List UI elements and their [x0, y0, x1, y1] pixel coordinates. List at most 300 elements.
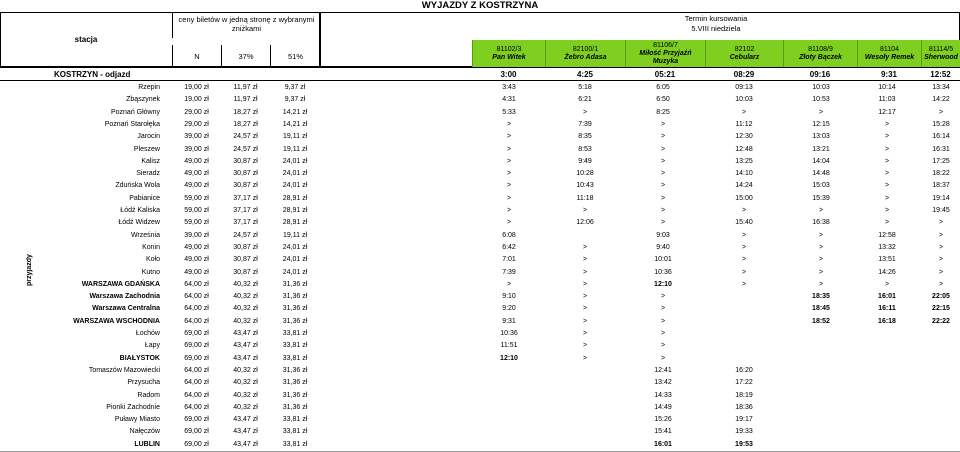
- station-name: Pleszew: [133, 145, 160, 153]
- price-normal: 49,00 zł: [184, 182, 209, 190]
- arrival-time: 17:22: [735, 379, 753, 387]
- train-header-2: [625, 40, 705, 67]
- price-37: 11,97 zł: [233, 96, 258, 104]
- price-37: 43,47 zł: [233, 440, 258, 448]
- arrivals-side-label: przyjazdy: [26, 254, 33, 286]
- table-row: [0, 254, 960, 266]
- arrival-time: >: [660, 219, 666, 227]
- arrival-time: 19:17: [735, 416, 753, 424]
- arrival-time: >: [741, 256, 747, 264]
- arrival-time: 14:49: [654, 403, 672, 411]
- station-name: LUBLIN: [134, 440, 160, 448]
- arrival-time: >: [582, 317, 588, 325]
- price-normal: 59,00 zł: [184, 207, 209, 214]
- arrival-time: 6:05: [656, 84, 670, 91]
- station-name: Nałęczów: [129, 428, 160, 436]
- price-col-n: N: [172, 45, 221, 67]
- price-37: 37,17 zł: [233, 207, 258, 214]
- arrival-time: 6:21: [578, 96, 592, 104]
- arrival-time: >: [818, 268, 824, 276]
- arrival-time: >: [582, 342, 588, 350]
- arrival-time: >: [582, 354, 588, 362]
- station-name: Pionki Zachodnie: [106, 403, 160, 411]
- train-name: Cebularz: [729, 53, 760, 61]
- price-group-line1: ceny biletów w jedną stronę z wybranymi: [178, 15, 315, 24]
- arrival-time: 9:40: [656, 243, 670, 251]
- price-normal: 39,00 zł: [184, 145, 209, 153]
- arrival-time: 15:00: [735, 194, 753, 202]
- price-51: 24,01 zł: [282, 256, 308, 264]
- price-37: 18,27 zł: [233, 108, 258, 116]
- arrival-time: >: [938, 108, 944, 116]
- price-51: 24,01 zł: [282, 182, 308, 190]
- station-name: Warszawa Zachodnia: [89, 293, 160, 301]
- station-name: Łapy: [144, 342, 160, 350]
- arrival-time: 6:42: [502, 243, 516, 251]
- arrival-time: 18:52: [812, 317, 830, 325]
- arrival-time: 12:48: [735, 145, 753, 153]
- arrival-time: 13:32: [878, 243, 896, 251]
- train-number: 81104: [880, 45, 899, 53]
- arrival-time: 13:51: [878, 256, 896, 264]
- arrival-time: 13:25: [735, 157, 753, 165]
- arrival-time: >: [884, 219, 890, 227]
- station-name: Września: [130, 231, 160, 239]
- arrival-time: 13:03: [812, 133, 830, 141]
- price-37: 37,17 zł: [233, 194, 258, 202]
- price-normal: 49,00 zł: [184, 256, 209, 264]
- arrival-time: 18:19: [735, 391, 753, 399]
- arrival-time: >: [938, 219, 944, 227]
- schedule-period-label: Termin kursowania: [684, 14, 748, 23]
- train-name: Złoty Bączek: [799, 53, 842, 61]
- train-header-5: [857, 40, 921, 67]
- arrival-time: >: [660, 342, 666, 350]
- arrival-time: >: [884, 120, 890, 128]
- price-normal: 69,00 zł: [184, 428, 209, 436]
- arrival-time: >: [506, 194, 512, 202]
- price-51: 9,37 zł: [284, 84, 306, 91]
- arrival-time: >: [660, 194, 666, 202]
- price-51: 31,36 zł: [282, 403, 308, 411]
- price-51: 19,11 zł: [283, 231, 307, 239]
- price-37: 30,87 zł: [233, 243, 258, 251]
- arrival-time: 10:03: [735, 96, 753, 104]
- arrival-time: >: [884, 145, 890, 153]
- price-51: 19,11 zł: [283, 133, 307, 141]
- arrival-time: >: [884, 207, 890, 214]
- price-normal: 29,00 zł: [184, 108, 209, 116]
- price-normal: 39,00 zł: [184, 231, 209, 239]
- arrival-time: >: [818, 207, 824, 214]
- arrival-time: 15:28: [932, 120, 950, 128]
- table-row: [0, 242, 960, 254]
- arrival-time: >: [660, 317, 666, 325]
- table-row: [0, 217, 960, 229]
- arrival-time: >: [938, 231, 944, 239]
- price-51: 24,01 zł: [282, 268, 308, 276]
- arrival-time: 14:22: [932, 96, 950, 104]
- arrival-time: 7:39: [578, 120, 592, 128]
- arrival-time: 19:53: [735, 440, 753, 448]
- arrival-time: 11:18: [576, 194, 594, 202]
- arrival-time: >: [660, 145, 666, 153]
- arrival-time: 5:33: [502, 108, 516, 116]
- station-name: Poznań Główny: [110, 108, 160, 116]
- station-name: Łochów: [135, 330, 160, 337]
- table-row: [0, 291, 960, 303]
- arrival-time: >: [582, 256, 588, 264]
- arrival-time: >: [582, 108, 588, 116]
- price-37: 40,32 zł: [233, 293, 258, 301]
- arrival-time: 12:15: [812, 120, 830, 128]
- price-normal: 49,00 zł: [184, 157, 209, 165]
- arrival-time: 8:25: [656, 108, 670, 116]
- arrival-time: >: [506, 280, 512, 288]
- price-51: 9,37 zł: [284, 96, 306, 104]
- price-normal: 69,00 zł: [184, 440, 209, 448]
- arrival-time: >: [818, 243, 824, 251]
- arrival-time: 12:06: [576, 219, 594, 227]
- table-row: [0, 316, 960, 328]
- arrival-time: 15:40: [735, 219, 753, 227]
- arrival-time: >: [741, 243, 747, 251]
- arrival-time: >: [884, 157, 890, 165]
- station-name: Zduńska Wola: [115, 182, 160, 190]
- price-37: 40,32 zł: [233, 403, 258, 411]
- station-name: Puławy Miasto: [114, 416, 160, 424]
- price-37: 40,32 zł: [233, 379, 258, 387]
- arrival-time: >: [582, 330, 588, 337]
- arrival-time: 19:33: [735, 428, 753, 436]
- arrival-time: 18:36: [735, 403, 753, 411]
- table-row: [0, 119, 960, 131]
- arrival-time: >: [884, 182, 890, 190]
- price-37: 40,32 zł: [233, 317, 258, 325]
- price-normal: 29,00 zł: [184, 120, 209, 128]
- table-row: [0, 340, 960, 352]
- arrival-time: 16:18: [878, 317, 896, 325]
- price-37: 30,87 zł: [233, 256, 258, 264]
- arrival-time: >: [506, 219, 512, 227]
- price-normal: 64,00 zł: [184, 366, 209, 374]
- price-normal: 19,00 zł: [184, 84, 209, 91]
- price-37: 11,97 zł: [233, 84, 258, 91]
- arrival-time: >: [660, 305, 666, 313]
- arrival-time: >: [660, 133, 666, 141]
- price-normal: 64,00 zł: [184, 280, 209, 288]
- price-37: 30,87 zł: [233, 182, 258, 190]
- arrival-time: 12:30: [735, 133, 753, 141]
- departure-time: 09:16: [783, 67, 857, 81]
- station-name: WARSZAWA GDAŃSKA: [81, 280, 160, 288]
- arrival-time: 12:58: [878, 231, 896, 239]
- arrival-time: >: [741, 207, 747, 214]
- arrival-time: 13:42: [654, 379, 672, 387]
- arrival-time: 19:45: [932, 207, 950, 214]
- arrival-time: 6:50: [656, 96, 670, 104]
- arrival-time: 7:01: [502, 256, 516, 264]
- price-37: 40,32 zł: [233, 305, 258, 313]
- station-name: Przysucha: [127, 379, 160, 387]
- departure-time: 3:00: [472, 67, 545, 81]
- arrival-time: 17:25: [932, 157, 950, 165]
- departure-time: 08:29: [705, 67, 783, 81]
- arrival-time: 9:20: [502, 305, 516, 313]
- arrival-time: 14:48: [812, 170, 830, 178]
- price-37: 43,47 zł: [233, 428, 258, 436]
- price-51: 33,81 zł: [282, 440, 308, 448]
- arrival-time: 15:39: [812, 194, 830, 202]
- price-51: 28,91 zł: [282, 207, 308, 214]
- train-number: 81106/7: [653, 41, 678, 49]
- price-51: 14,21 zł: [282, 120, 308, 128]
- arrival-time: >: [818, 231, 824, 239]
- arrival-time: 09:13: [735, 84, 753, 91]
- train-name: Sherwood: [924, 53, 958, 61]
- station-name: Łódź Widzew: [118, 219, 160, 227]
- price-51: 31,36 zł: [282, 379, 308, 387]
- table-row: [0, 230, 960, 242]
- departure-label: KOSTRZYN - odjazd: [0, 67, 472, 81]
- arrival-time: >: [938, 256, 944, 264]
- table-row: [0, 94, 960, 106]
- price-normal: 59,00 zł: [184, 219, 209, 227]
- page-title: WYJAZDY Z KOSTRZYNA: [421, 0, 539, 11]
- arrival-time: >: [506, 182, 512, 190]
- arrival-time: 18:37: [932, 182, 950, 190]
- arrival-time: 16:14: [932, 133, 950, 141]
- table-row: [0, 82, 960, 94]
- price-group-line2: zniżkami: [231, 24, 262, 33]
- price-37: 30,87 zł: [233, 268, 258, 276]
- arrival-time: >: [741, 231, 747, 239]
- table-row: [0, 168, 960, 180]
- station-name: WARSZAWA WSCHODNIA: [73, 317, 160, 325]
- arrival-time: 16:01: [878, 293, 896, 301]
- price-51: 24,01 zł: [282, 243, 308, 251]
- price-37: 40,32 zł: [233, 391, 258, 399]
- arrival-time: 9:03: [656, 231, 670, 239]
- train-name: Miłość Przyjaźń Muzyka: [639, 49, 692, 65]
- station-column-header: stacja: [74, 35, 98, 44]
- price-37: 37,17 zł: [233, 219, 258, 227]
- schedule-period-value: 5.VIII niedziela: [691, 24, 741, 33]
- arrival-time: >: [741, 268, 747, 276]
- arrival-time: >: [884, 170, 890, 178]
- price-normal: 49,00 zł: [184, 243, 209, 251]
- arrival-time: >: [818, 280, 824, 288]
- arrival-time: 16:38: [812, 219, 830, 227]
- station-name: Konin: [142, 243, 160, 251]
- price-normal: 64,00 zł: [184, 391, 209, 399]
- arrival-time: 9:31: [502, 317, 516, 325]
- arrival-time: 10:53: [812, 96, 830, 104]
- arrival-time: >: [818, 256, 824, 264]
- price-51: 33,81 zł: [282, 428, 308, 436]
- price-normal: 59,00 zł: [184, 194, 209, 202]
- arrival-time: >: [741, 280, 747, 288]
- price-37: 43,47 zł: [233, 330, 258, 337]
- arrival-time: 18:35: [812, 293, 830, 301]
- arrival-time: >: [660, 207, 666, 214]
- arrival-time: 11:12: [735, 120, 753, 128]
- table-row: [0, 131, 960, 143]
- price-normal: 69,00 zł: [184, 342, 209, 350]
- price-37: 43,47 zł: [233, 354, 258, 362]
- station-name: Koło: [145, 256, 160, 264]
- station-name: Łódź Kaliska: [120, 207, 160, 214]
- arrival-time: 9:10: [502, 293, 516, 301]
- price-col-51: 51%: [270, 45, 320, 67]
- price-37: 30,87 zł: [233, 157, 258, 165]
- arrival-time: 12:10: [654, 280, 672, 288]
- arrival-time: >: [818, 108, 824, 116]
- price-51: 28,91 zł: [282, 219, 308, 227]
- arrival-time: 13:21: [812, 145, 830, 153]
- train-number: 82102: [734, 45, 755, 53]
- departure-time: 05:21: [625, 67, 705, 81]
- price-51: 31,36 zł: [282, 366, 308, 374]
- arrival-time: 18:45: [812, 305, 830, 313]
- price-normal: 39,00 zł: [184, 133, 209, 141]
- arrival-time: 16:20: [735, 366, 753, 374]
- station-name: Kutno: [141, 268, 160, 276]
- arrival-time: 12:41: [654, 366, 672, 374]
- table-row: [0, 439, 960, 451]
- price-normal: 19,00 zł: [184, 96, 209, 104]
- station-name: BIAŁYSTOK: [119, 354, 160, 362]
- table-row: [0, 180, 960, 192]
- train-header-0: [472, 40, 545, 67]
- table-row: [0, 402, 960, 414]
- station-name: Tomaszów Mazowiecki: [88, 366, 160, 374]
- arrival-time: 10:36: [500, 330, 518, 337]
- arrival-time: 12:17: [878, 108, 896, 116]
- price-normal: 64,00 zł: [184, 379, 209, 387]
- schedule-period: [472, 14, 960, 34]
- train-header-1: [545, 40, 625, 67]
- arrival-time: 15:26: [654, 416, 672, 424]
- arrival-time: >: [506, 157, 512, 165]
- arrival-time: 8:35: [578, 133, 592, 141]
- arrival-time: 16:11: [878, 305, 896, 313]
- price-col-37: 37%: [221, 45, 270, 67]
- station-name: Jarocin: [137, 133, 160, 141]
- price-51: 28,91 zł: [282, 194, 308, 202]
- train-name: Żebro Adasa: [564, 53, 607, 61]
- table-row: [0, 279, 960, 291]
- arrival-time: 8:53: [578, 145, 592, 153]
- train-number: 81108/9: [808, 45, 833, 53]
- arrival-time: >: [938, 243, 944, 251]
- arrival-time: 22:15: [932, 305, 950, 313]
- train-number: 81102/3: [496, 45, 522, 53]
- price-51: 33,81 zł: [282, 416, 308, 424]
- price-37: 24,57 zł: [233, 145, 258, 153]
- arrival-time: >: [660, 170, 666, 178]
- arrival-time: 14:24: [735, 182, 753, 190]
- arrival-time: >: [741, 108, 747, 116]
- station-name: Sieradz: [136, 170, 160, 178]
- arrival-time: >: [506, 170, 512, 178]
- arrival-time: 18:22: [932, 170, 950, 178]
- price-51: 24,01 zł: [282, 157, 308, 165]
- price-normal: 49,00 zł: [184, 170, 209, 178]
- price-51: 33,81 zł: [282, 354, 308, 362]
- arrival-time: 22:05: [932, 293, 950, 301]
- arrival-time: 10:43: [576, 182, 594, 190]
- station-name: Warszawa Centralna: [92, 305, 160, 313]
- arrival-time: 10:36: [654, 268, 672, 276]
- arrival-time: 15:41: [654, 428, 672, 436]
- price-37: 24,57 zł: [233, 133, 258, 141]
- price-37: 43,47 zł: [233, 342, 258, 350]
- price-normal: 64,00 zł: [184, 403, 209, 411]
- arrival-time: >: [660, 157, 666, 165]
- train-number: 82100/1: [572, 45, 599, 53]
- arrival-time: 10:01: [654, 256, 672, 264]
- arrival-time: 14:33: [654, 391, 672, 399]
- price-51: 31,36 zł: [282, 317, 308, 325]
- price-51: 31,36 zł: [282, 293, 308, 301]
- arrival-time: 19:14: [932, 194, 950, 202]
- station-name: Pabianice: [129, 194, 160, 202]
- price-51: 31,36 zł: [282, 280, 308, 288]
- train-header-4: [783, 40, 857, 67]
- arrival-time: >: [582, 207, 588, 214]
- arrival-time: 10:14: [878, 84, 896, 91]
- train-header-6: [921, 40, 960, 67]
- arrival-time: 6:08: [502, 231, 516, 239]
- arrival-time: >: [660, 120, 666, 128]
- table-row: [0, 426, 960, 438]
- train-name: Wesoły Remek: [864, 53, 915, 61]
- arrival-time: 10:28: [576, 170, 594, 178]
- price-group-header: [172, 12, 320, 38]
- arrival-time: >: [660, 293, 666, 301]
- price-37: 24,57 zł: [233, 231, 258, 239]
- train-number: 81114/5: [928, 45, 954, 53]
- table-row: [0, 414, 960, 426]
- arrival-time: 11:03: [878, 96, 896, 104]
- price-normal: 69,00 zł: [184, 416, 209, 424]
- table-row: [0, 303, 960, 315]
- table-row: [0, 267, 960, 279]
- table-row: [0, 328, 960, 340]
- price-37: 43,47 zł: [233, 416, 258, 424]
- arrival-time: >: [506, 145, 512, 153]
- arrival-time: 22:22: [932, 317, 950, 325]
- price-normal: 49,00 zł: [184, 268, 209, 276]
- arrival-time: >: [506, 133, 512, 141]
- table-row: [0, 353, 960, 365]
- arrival-time: >: [582, 243, 588, 251]
- arrival-time: 14:04: [812, 157, 830, 165]
- price-37: 18,27 zł: [233, 120, 258, 128]
- arrival-time: >: [938, 280, 944, 288]
- arrival-time: >: [884, 280, 890, 288]
- station-name: Zbąszynek: [126, 96, 160, 104]
- price-normal: 64,00 zł: [184, 293, 209, 301]
- table-row: [0, 107, 960, 119]
- price-normal: 69,00 zł: [184, 354, 209, 362]
- table-row: [0, 377, 960, 389]
- arrival-time: 3:43: [502, 84, 516, 91]
- arrival-time: 14:10: [735, 170, 753, 178]
- arrival-time: >: [660, 330, 666, 337]
- arrival-time: >: [582, 293, 588, 301]
